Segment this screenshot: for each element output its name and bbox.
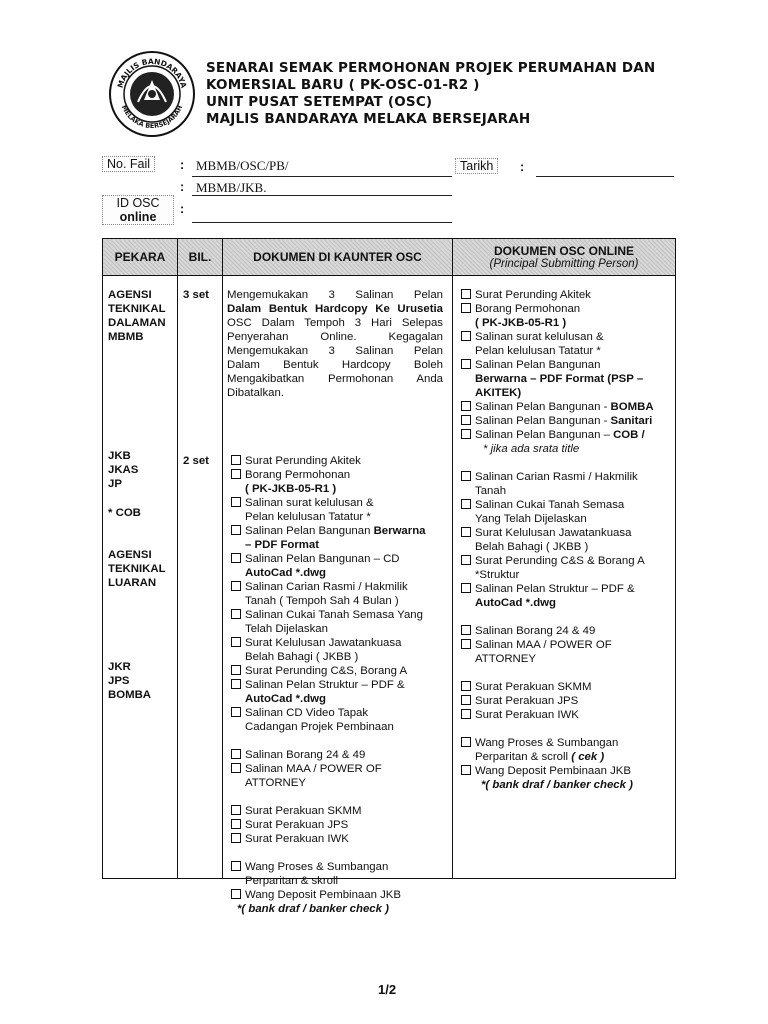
checklist-item (231, 468, 449, 482)
no-fail-value-2: MBMB/JKB. (196, 180, 267, 195)
online-checklist (461, 288, 673, 792)
item-text: AutoCad *.dwg (475, 597, 556, 609)
pekara-column (103, 276, 177, 878)
checkbox[interactable] (461, 331, 471, 341)
checkbox[interactable] (231, 749, 241, 759)
checkbox[interactable] (231, 889, 241, 899)
item-text: Salinan Pelan Bangunan (245, 525, 374, 537)
checkbox[interactable] (461, 555, 471, 565)
no-fail-line-2[interactable] (192, 195, 452, 196)
item-text: *( bank draf / banker check ) (481, 779, 633, 791)
item-text: Surat Perakuan IWK (475, 709, 579, 721)
checklist-item (461, 526, 673, 540)
checklist-item (461, 428, 673, 442)
header-online-title: DOKUMEN OSC ONLINE (493, 244, 634, 258)
pekara-text: AGENSI (108, 289, 152, 301)
item-text: Belah Bahagi ( JKBB ) (475, 541, 589, 553)
checkbox[interactable] (231, 553, 241, 563)
item-text: AKITEK) (475, 387, 522, 399)
checkbox[interactable] (231, 609, 241, 619)
item-text: *( bank draf / banker check ) (237, 903, 389, 915)
para-line: Mengakibatkan Permohonan Anda (227, 373, 443, 385)
checklist-item (461, 624, 673, 638)
checklist-item (461, 554, 673, 568)
item-text: Tanah (475, 485, 507, 497)
item-text: AutoCad *.dwg (245, 693, 326, 705)
item-text: Surat Perakuan JPS (245, 819, 349, 831)
pekara-text: MBMB (108, 331, 144, 343)
checklist-item (461, 470, 673, 484)
para-line: Mengemukakan 3 Salinan Pelan (227, 289, 443, 301)
checklist-item (461, 736, 673, 750)
pekara-text: JPS (108, 675, 130, 687)
item-text: Wang Proses & Sumbangan (245, 861, 389, 873)
colon: : (180, 158, 185, 172)
item-text: Salinan CD Video Tapak (245, 707, 369, 719)
checklist-item (461, 582, 673, 596)
checkbox[interactable] (461, 499, 471, 509)
item-text: Surat Perakuan SKMM (245, 805, 362, 817)
checklist-item (461, 330, 673, 344)
checklist-item (231, 552, 449, 566)
checkbox[interactable] (461, 583, 471, 593)
pekara-text: TEKNIKAL (108, 303, 166, 315)
checklist-item (231, 678, 449, 692)
kaunter-column (223, 276, 452, 915)
seal-text-bottom: MELAKA BERSEJARAH (119, 104, 185, 131)
checklist-item (231, 454, 449, 468)
tarikh-field[interactable] (536, 176, 674, 177)
item-text: Telah Dijelaskan (245, 623, 328, 635)
item-text: Salinan Pelan Bangunan – CD (245, 553, 400, 565)
checklist-item (461, 302, 673, 316)
item-text: Surat Perunding C&S, Borang A (245, 665, 408, 677)
item-text: Borang Permohonan (245, 469, 351, 481)
checkbox[interactable] (461, 471, 471, 481)
para-line: Mengemukakan 3 Salinan Pelan (227, 345, 443, 357)
bil-value: 2 set (183, 455, 209, 467)
pekara-text: AGENSI (108, 549, 152, 561)
no-fail-line[interactable] (192, 176, 452, 177)
item-text: Pelan kelulusan Tatatur * (475, 345, 601, 357)
checkbox[interactable] (231, 455, 241, 465)
checkbox[interactable] (231, 665, 241, 675)
checklist-item (231, 888, 449, 902)
item-text: Wang Deposit Pembinaan JKB (245, 889, 401, 901)
pekara-text: JP (108, 478, 122, 490)
checklist-item (231, 832, 449, 846)
checklist-table (102, 238, 676, 915)
no-fail-value-1: MBMB/OSC/PB/ (196, 158, 289, 173)
item-text: Belah Bahagi ( JKBB ) (245, 651, 359, 663)
pekara-text: DALAMAN (108, 317, 166, 329)
title-line: UNIT PUSAT SETEMPAT (OSC) (206, 94, 433, 110)
pekara-text: BOMBA (108, 689, 152, 701)
item-text: ( PK-JKB-05-R1 ) (475, 317, 567, 329)
item-text: Surat Perunding Akitek (475, 289, 591, 301)
checkbox[interactable] (461, 737, 471, 747)
colon: : (180, 202, 185, 216)
title-line: KOMERSIAL BARU ( PK-OSC-01-R2 ) (206, 77, 480, 93)
item-text: Berwarna – PDF Format (PSP – (475, 373, 644, 385)
document-title (206, 60, 655, 128)
item-text: AutoCad *.dwg (245, 567, 326, 579)
item-text: Tanah ( Tempoh Sah 4 Bulan ) (245, 595, 399, 607)
pekara-text: JKAS (108, 464, 139, 476)
checklist-item (231, 580, 449, 594)
checkbox[interactable] (231, 497, 241, 507)
item-text: Yang Telah Dijelaskan (475, 513, 587, 525)
checklist-item (461, 358, 673, 372)
checkbox[interactable] (231, 805, 241, 815)
checkbox[interactable] (461, 681, 471, 691)
item-text: Salinan Borang 24 & 49 (245, 749, 366, 761)
item-text: Salinan Pelan Bangunan (475, 359, 601, 371)
checklist-item (461, 498, 673, 512)
item-text: Sanitari (610, 415, 653, 427)
checkbox[interactable] (231, 525, 241, 535)
checkbox[interactable] (461, 415, 471, 425)
item-text: ATTORNEY (475, 653, 536, 665)
pekara-text: JKR (108, 661, 131, 673)
header-bil: BIL. (178, 239, 223, 276)
item-text: ( cek ) (571, 751, 605, 763)
checkbox[interactable] (461, 709, 471, 719)
pekara-text: * COB (108, 507, 141, 519)
checkbox[interactable] (461, 289, 471, 299)
header-kaunter: DOKUMEN DI KAUNTER OSC (223, 239, 453, 276)
online-column (453, 276, 675, 878)
item-text: Salinan Pelan Struktur – PDF & (245, 679, 405, 691)
checklist-item (461, 708, 673, 722)
item-text: BOMBA (610, 401, 654, 413)
id-osc-label-line: ID OSC (116, 196, 160, 210)
item-text: Wang Proses & Sumbangan (475, 737, 619, 749)
checklist-item (231, 664, 449, 678)
checkbox[interactable] (461, 303, 471, 313)
checklist-item (461, 694, 673, 708)
kaunter-paragraph (227, 288, 443, 400)
checklist-item (231, 804, 449, 818)
item-text: Surat Kelulusan Jawatankuasa (245, 637, 402, 649)
checklist-item (231, 524, 449, 538)
colon: : (180, 180, 185, 194)
item-text: Salinan Cukai Tanah Semasa (475, 499, 625, 511)
item-text: Surat Kelulusan Jawatankuasa (475, 527, 632, 539)
seal-text-top: MAJLIS BANDARAYA (115, 56, 189, 90)
item-text: Salinan Carian Rasmi / Hakmilik (245, 581, 408, 593)
header-pekara: PEKARA (103, 239, 178, 276)
para-line: Dibatalkan. (227, 387, 284, 399)
item-text: Surat Perunding C&S & Borang A (475, 555, 645, 567)
item-text: ( PK-JKB-05-R1 ) (245, 483, 337, 495)
item-text: Salinan Borang 24 & 49 (475, 625, 596, 637)
para-line: Dalam Bentuk Hardcopy Ke Urusetia (227, 303, 443, 315)
item-text: Salinan Pelan Struktur – PDF & (475, 583, 635, 595)
checklist-item (461, 414, 673, 428)
title-line: MAJLIS BANDARAYA MELAKA BERSEJARAH (206, 111, 531, 127)
checkbox[interactable] (231, 819, 241, 829)
para-line: Penyerahan Online. Kegagalan (227, 331, 443, 343)
item-text: Perparitan & skroll (245, 875, 339, 887)
checkbox[interactable] (231, 861, 241, 871)
item-text: Surat Perakuan JPS (475, 695, 579, 707)
item-text: Salinan Pelan Bangunan – (475, 429, 614, 441)
checkbox[interactable] (461, 639, 471, 649)
checklist-item (461, 638, 673, 652)
pekara-text: TEKNIKAL (108, 563, 166, 575)
item-text: Salinan MAA / POWER OF (245, 763, 382, 775)
checkbox[interactable] (231, 637, 241, 647)
header-online (453, 239, 676, 276)
item-text: Borang Permohonan (475, 303, 581, 315)
item-text: Salinan Carian Rasmi / Hakmilik (475, 471, 638, 483)
checklist-item (231, 706, 449, 720)
item-text: Perparitan & scroll (475, 751, 572, 763)
item-text: Salinan MAA / POWER OF (475, 639, 612, 651)
id-osc-label (102, 195, 174, 225)
page-number: 1/2 (378, 982, 397, 997)
item-text: Salinan surat kelulusan & (245, 497, 374, 509)
checkbox[interactable] (461, 765, 471, 775)
item-text: * jika ada srata title (483, 443, 580, 455)
checklist-item (231, 762, 449, 776)
mbmb-seal-logo (108, 50, 196, 138)
checkbox[interactable] (461, 625, 471, 635)
item-text: Salinan Cukai Tanah Semasa Yang (245, 609, 423, 621)
item-text: *Struktur (475, 569, 520, 581)
item-text: Cadangan Projek Pembinaan (245, 721, 394, 733)
para-line: OSC Dalam Tempoh 3 Hari Selepas (227, 317, 443, 329)
pekara-text: JKB (108, 450, 131, 462)
checklist-item (231, 496, 449, 510)
item-text: Salinan Pelan Bangunan - (475, 415, 611, 427)
para-line: Dalam Bentuk Hardcopy Boleh (227, 359, 443, 371)
checklist-item (231, 748, 449, 762)
no-fail-label: No. Fail (102, 156, 155, 172)
checkbox[interactable] (461, 429, 471, 439)
checkbox[interactable] (461, 695, 471, 705)
checkbox[interactable] (231, 707, 241, 717)
bil-value: 3 set (183, 289, 209, 301)
tarikh-label: Tarikh (455, 158, 498, 174)
item-text: Salinan Pelan Bangunan - (475, 401, 611, 413)
item-text: Surat Perakuan SKMM (475, 681, 592, 693)
checklist-item (231, 860, 449, 874)
bil-column (178, 276, 222, 878)
item-text: Salinan surat kelulusan & (475, 331, 604, 343)
checkbox[interactable] (461, 401, 471, 411)
checkbox[interactable] (231, 679, 241, 689)
checkbox[interactable] (231, 469, 241, 479)
checkbox[interactable] (461, 527, 471, 537)
pekara-text: LUARAN (108, 577, 157, 589)
title-line: SENARAI SEMAK PERMOHONAN PROJEK PERUMAHAN DAN (206, 60, 656, 76)
header-online-subtitle: (Principal Submitting Person) (489, 258, 639, 270)
checklist-item (461, 680, 673, 694)
item-text: Berwarna (373, 525, 426, 537)
colon: : (520, 160, 525, 174)
checklist-item (461, 288, 673, 302)
checklist-item (231, 636, 449, 650)
item-text: Surat Perakuan IWK (245, 833, 349, 845)
checkbox[interactable] (231, 763, 241, 773)
item-text: ATTORNEY (245, 777, 306, 789)
checkbox[interactable] (231, 833, 241, 843)
item-text: Pelan kelulusan Tatatur * (245, 511, 371, 523)
item-text: Wang Deposit Pembinaan JKB (475, 765, 631, 777)
kaunter-checklist (231, 454, 449, 916)
checklist-item (461, 400, 673, 414)
item-text: COB / (613, 429, 645, 441)
id-osc-label-line: online (119, 210, 157, 224)
id-osc-field[interactable] (192, 222, 452, 223)
checkbox[interactable] (461, 359, 471, 369)
checklist-item (461, 764, 673, 778)
checklist-item (231, 818, 449, 832)
item-text: – PDF Format (245, 539, 320, 551)
checklist-item (231, 608, 449, 622)
checkbox[interactable] (231, 581, 241, 591)
item-text: Surat Perunding Akitek (245, 455, 361, 467)
